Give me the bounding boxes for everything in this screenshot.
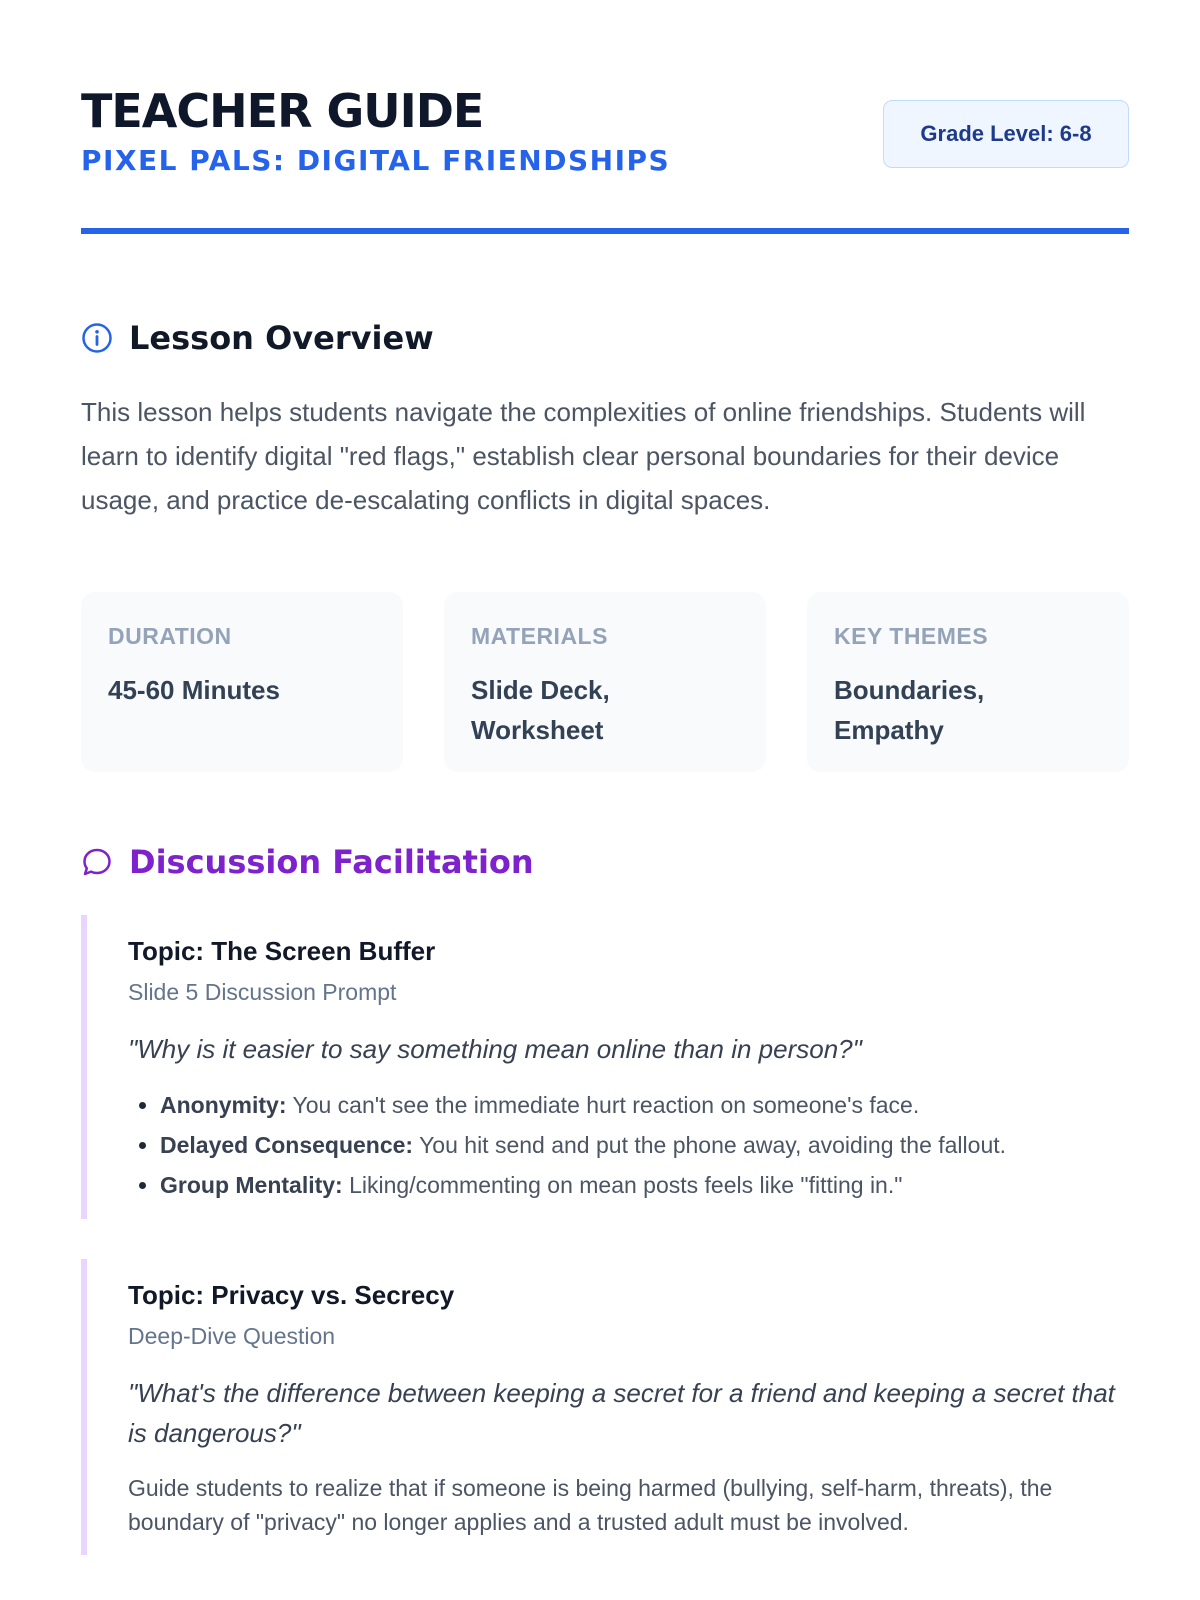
grade-level-badge: Grade Level: 6-8 bbox=[883, 100, 1129, 168]
topic-privacy-vs-secrecy bbox=[81, 1259, 1129, 1555]
discussion-prompt-quote: "Why is it easier to say something mean online than in person?" bbox=[128, 1034, 862, 1064]
point-text: You hit send and put the phone away, avoiding the fallout. bbox=[413, 1132, 1007, 1158]
topic-title: Topic: The Screen Buffer bbox=[128, 936, 436, 966]
chat-bubble-icon bbox=[81, 846, 113, 878]
discussion-prompt-quote: "What's the difference between keeping a secret for a friend and keeping a secret that is dangerous?" bbox=[128, 1378, 1115, 1448]
key-themes-card bbox=[807, 592, 1129, 772]
discussion-facilitation-heading bbox=[81, 842, 534, 882]
page-title: TEACHER GUIDE bbox=[81, 84, 484, 138]
discussion-points-list bbox=[128, 1085, 1129, 1205]
list-item bbox=[160, 1165, 1129, 1205]
point-term: Anonymity: bbox=[160, 1092, 287, 1118]
info-icon bbox=[81, 322, 113, 354]
point-text: You can't see the immediate hurt reaction on someone's face. bbox=[286, 1092, 920, 1118]
list-item bbox=[160, 1085, 1129, 1125]
card-value: Boundaries, Empathy bbox=[834, 675, 985, 745]
topic-title: Topic: Privacy vs. Secrecy bbox=[128, 1280, 455, 1310]
lesson-overview-text: This lesson helps students navigate the complexities of online friendships. Students will learn to identify digital "red flags," establish clear personal boundaries for their device usage, and practice de-escalating conflicts in digital spaces. bbox=[81, 397, 1086, 515]
point-text: Liking/commenting on mean posts feels like "fitting in." bbox=[342, 1172, 903, 1198]
topic-screen-buffer bbox=[81, 915, 1129, 1219]
header-divider bbox=[81, 228, 1129, 234]
list-item bbox=[160, 1125, 1129, 1165]
card-label: KEY THEMES bbox=[834, 623, 989, 649]
duration-card bbox=[81, 592, 403, 772]
materials-card bbox=[444, 592, 766, 772]
discussion-facilitation-title: Discussion Facilitation bbox=[129, 843, 534, 881]
card-label: MATERIALS bbox=[471, 623, 608, 649]
lesson-overview-title: Lesson Overview bbox=[129, 319, 434, 357]
card-value: 45-60 Minutes bbox=[108, 675, 280, 705]
point-term: Delayed Consequence: bbox=[160, 1132, 414, 1158]
card-value: Slide Deck, Worksheet bbox=[471, 675, 610, 745]
point-term: Group Mentality: bbox=[160, 1172, 343, 1198]
topic-subtitle: Slide 5 Discussion Prompt bbox=[128, 979, 397, 1005]
page-header bbox=[81, 82, 1129, 178]
topic-subtitle: Deep-Dive Question bbox=[128, 1323, 336, 1349]
facilitator-note: Guide students to realize that if someone is being harmed (bullying, self-harm, threats), the boundary of "privacy" no longer applies and a trusted adult must be involved. bbox=[128, 1475, 1053, 1535]
lesson-info-cards bbox=[81, 592, 1129, 772]
page-subtitle: PIXEL PALS: DIGITAL FRIENDSHIPS bbox=[81, 144, 671, 177]
card-label: DURATION bbox=[108, 623, 232, 649]
lesson-overview-heading bbox=[81, 318, 434, 358]
